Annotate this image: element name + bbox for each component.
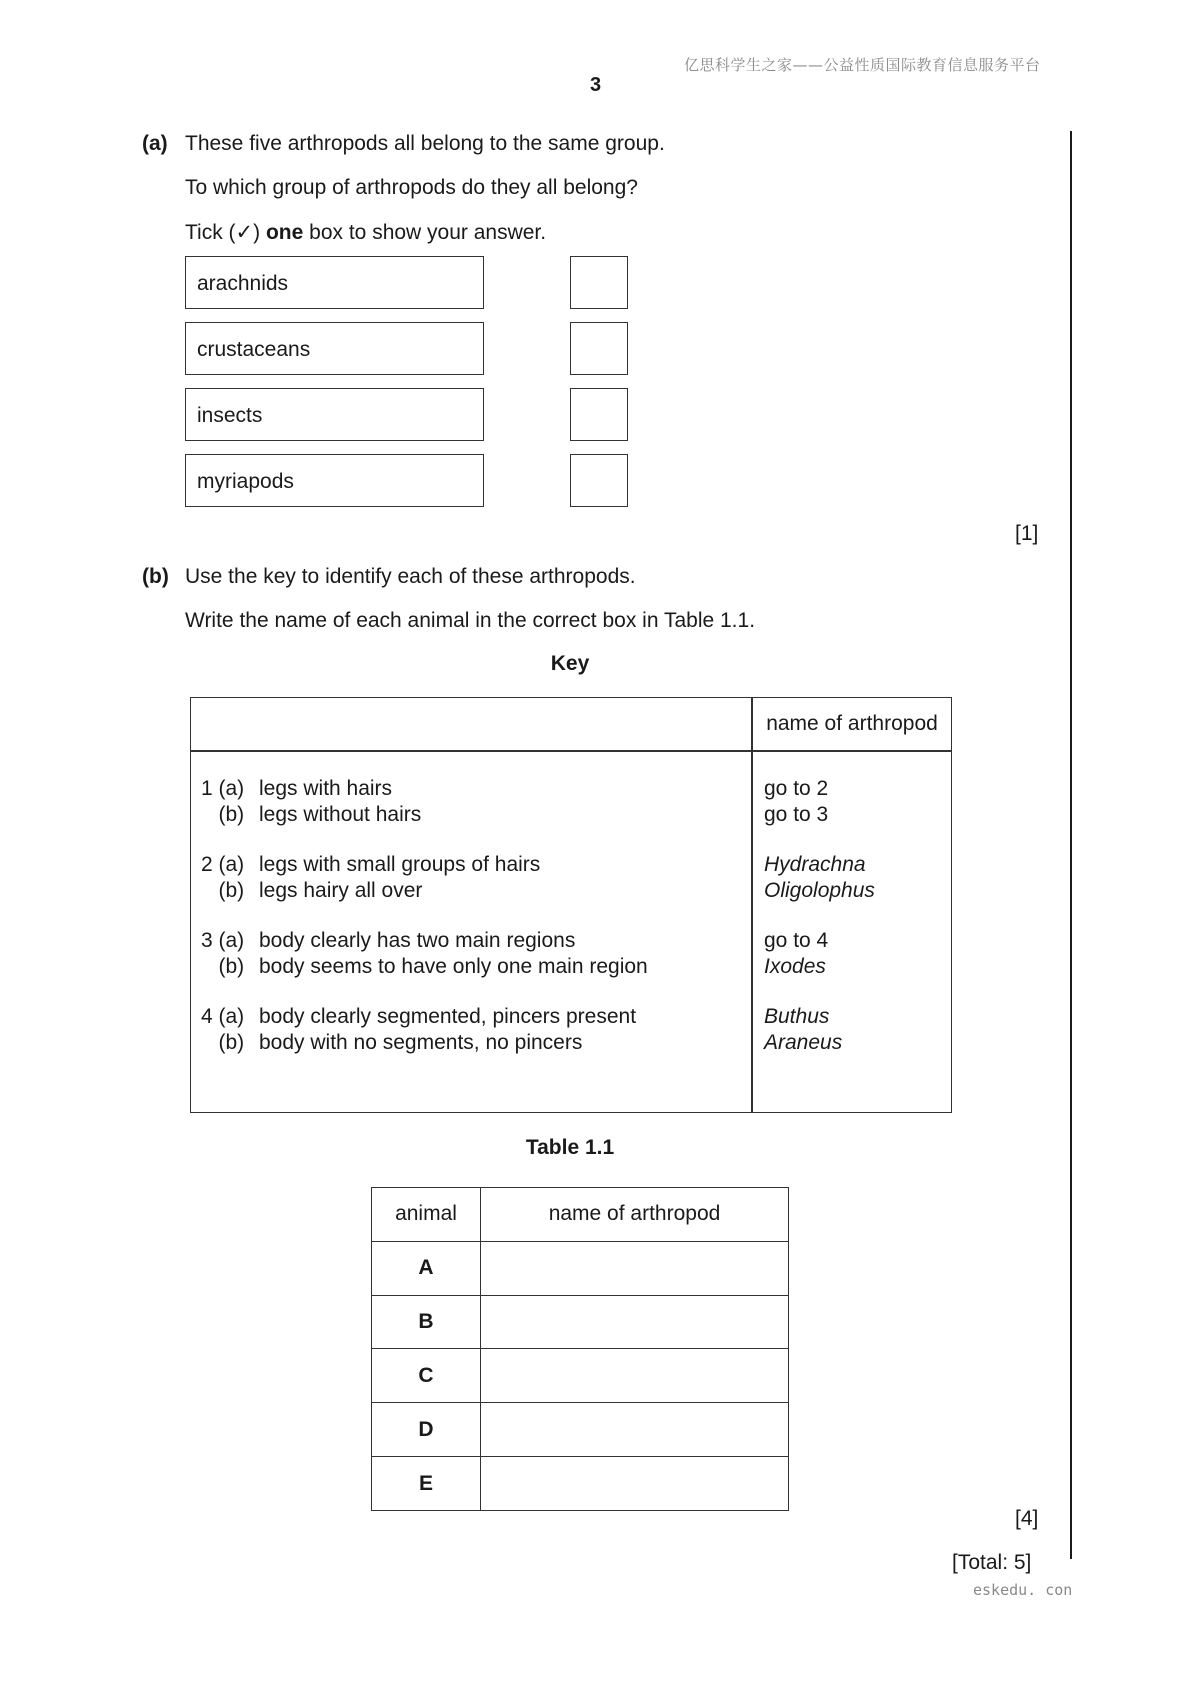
table-row	[372, 1295, 789, 1349]
part-a-line1: These five arthropods all belong to the same group.	[185, 132, 665, 155]
key-header-name: name of arthropod	[766, 712, 938, 735]
table-title: Table 1.1	[525, 1136, 615, 1159]
answer-cell-a[interactable]	[481, 1241, 789, 1295]
table-row	[372, 1349, 789, 1403]
watermark-bottom: eskedu. con	[973, 1581, 1073, 1599]
animal-label: E	[372, 1457, 481, 1511]
key-column-divider	[751, 697, 753, 1113]
answer-table	[371, 1187, 789, 1511]
header-animal: animal	[372, 1188, 481, 1242]
key-row-result: Hydrachna	[764, 853, 866, 876]
key-row-description: legs without hairs	[259, 803, 422, 826]
option-crustaceans: crustaceans	[185, 322, 484, 375]
animal-label: D	[372, 1403, 481, 1457]
table-row	[372, 1241, 789, 1295]
key-row-description: legs hairy all over	[259, 879, 423, 902]
key-row-description: body clearly segmented, pincers present	[259, 1005, 637, 1028]
key-row-result: Ixodes	[764, 955, 826, 978]
key-row-result: Oligolophus	[764, 879, 875, 902]
key-row-number: 1 (a)	[201, 777, 245, 800]
key-row-description: body seems to have only one main region	[259, 955, 648, 978]
animal-label: A	[372, 1241, 481, 1295]
answer-cell-c[interactable]	[481, 1349, 789, 1403]
total-marks: [Total: 5]	[952, 1551, 1032, 1574]
part-a-instruction	[185, 220, 546, 245]
answer-cell-d[interactable]	[481, 1403, 789, 1457]
animal-label: B	[372, 1295, 481, 1349]
header-name: name of arthropod	[481, 1188, 789, 1242]
instruction-bold: one	[265, 221, 304, 244]
part-a-line2: To which group of arthropods do they all belong?	[185, 176, 638, 199]
part-b-marks: [4]	[1015, 1507, 1039, 1530]
answer-cell-b[interactable]	[481, 1295, 789, 1349]
key-row-number: (b)	[201, 879, 245, 902]
key-row-number: 2 (a)	[201, 853, 245, 876]
key-row-number: 4 (a)	[201, 1005, 245, 1028]
tick-box-arachnids[interactable]	[570, 256, 628, 309]
key-row-description: body with no segments, no pincers	[259, 1031, 583, 1054]
key-row-description: legs with hairs	[259, 777, 393, 800]
key-row-result: Buthus	[764, 1005, 830, 1028]
key-title: Key	[550, 652, 590, 675]
part-a-label: (a)	[142, 132, 168, 155]
key-row-description: body clearly has two main regions	[259, 929, 576, 952]
key-row-result: go to 3	[764, 803, 829, 826]
answer-cell-e[interactable]	[481, 1457, 789, 1511]
table-row	[372, 1403, 789, 1457]
key-row-number: 3 (a)	[201, 929, 245, 952]
option-insects: insects	[185, 388, 484, 441]
tick-box-myriapods[interactable]	[570, 454, 628, 507]
instruction-pre: Tick (✓)	[185, 221, 266, 244]
key-row-result: go to 2	[764, 777, 829, 800]
part-b-line1: Use the key to identify each of these arthropods.	[185, 565, 636, 588]
option-myriapods: myriapods	[185, 454, 484, 507]
part-a-marks: [1]	[1015, 522, 1039, 545]
page-number: 3	[590, 74, 602, 96]
margin-rule	[1070, 131, 1072, 1559]
tick-box-crustaceans[interactable]	[570, 322, 628, 375]
answer-table-header	[372, 1188, 789, 1242]
tick-box-insects[interactable]	[570, 388, 628, 441]
table-row	[372, 1457, 789, 1511]
key-row-number: (b)	[201, 803, 245, 826]
key-row-result: go to 4	[764, 929, 829, 952]
key-header-divider	[190, 750, 952, 752]
key-row-result: Araneus	[764, 1031, 843, 1054]
watermark-top: 亿思科学生之家——公益性质国际教育信息服务平台	[684, 56, 1041, 74]
key-row-number: (b)	[201, 955, 245, 978]
instruction-post: box to show your answer.	[303, 221, 547, 244]
part-b-line2: Write the name of each animal in the correct box in Table 1.1.	[185, 609, 756, 632]
key-row-number: (b)	[201, 1031, 245, 1054]
part-b-label: (b)	[142, 565, 169, 588]
animal-label: C	[372, 1349, 481, 1403]
option-arachnids: arachnids	[185, 256, 484, 309]
key-row-description: legs with small groups of hairs	[259, 853, 541, 876]
